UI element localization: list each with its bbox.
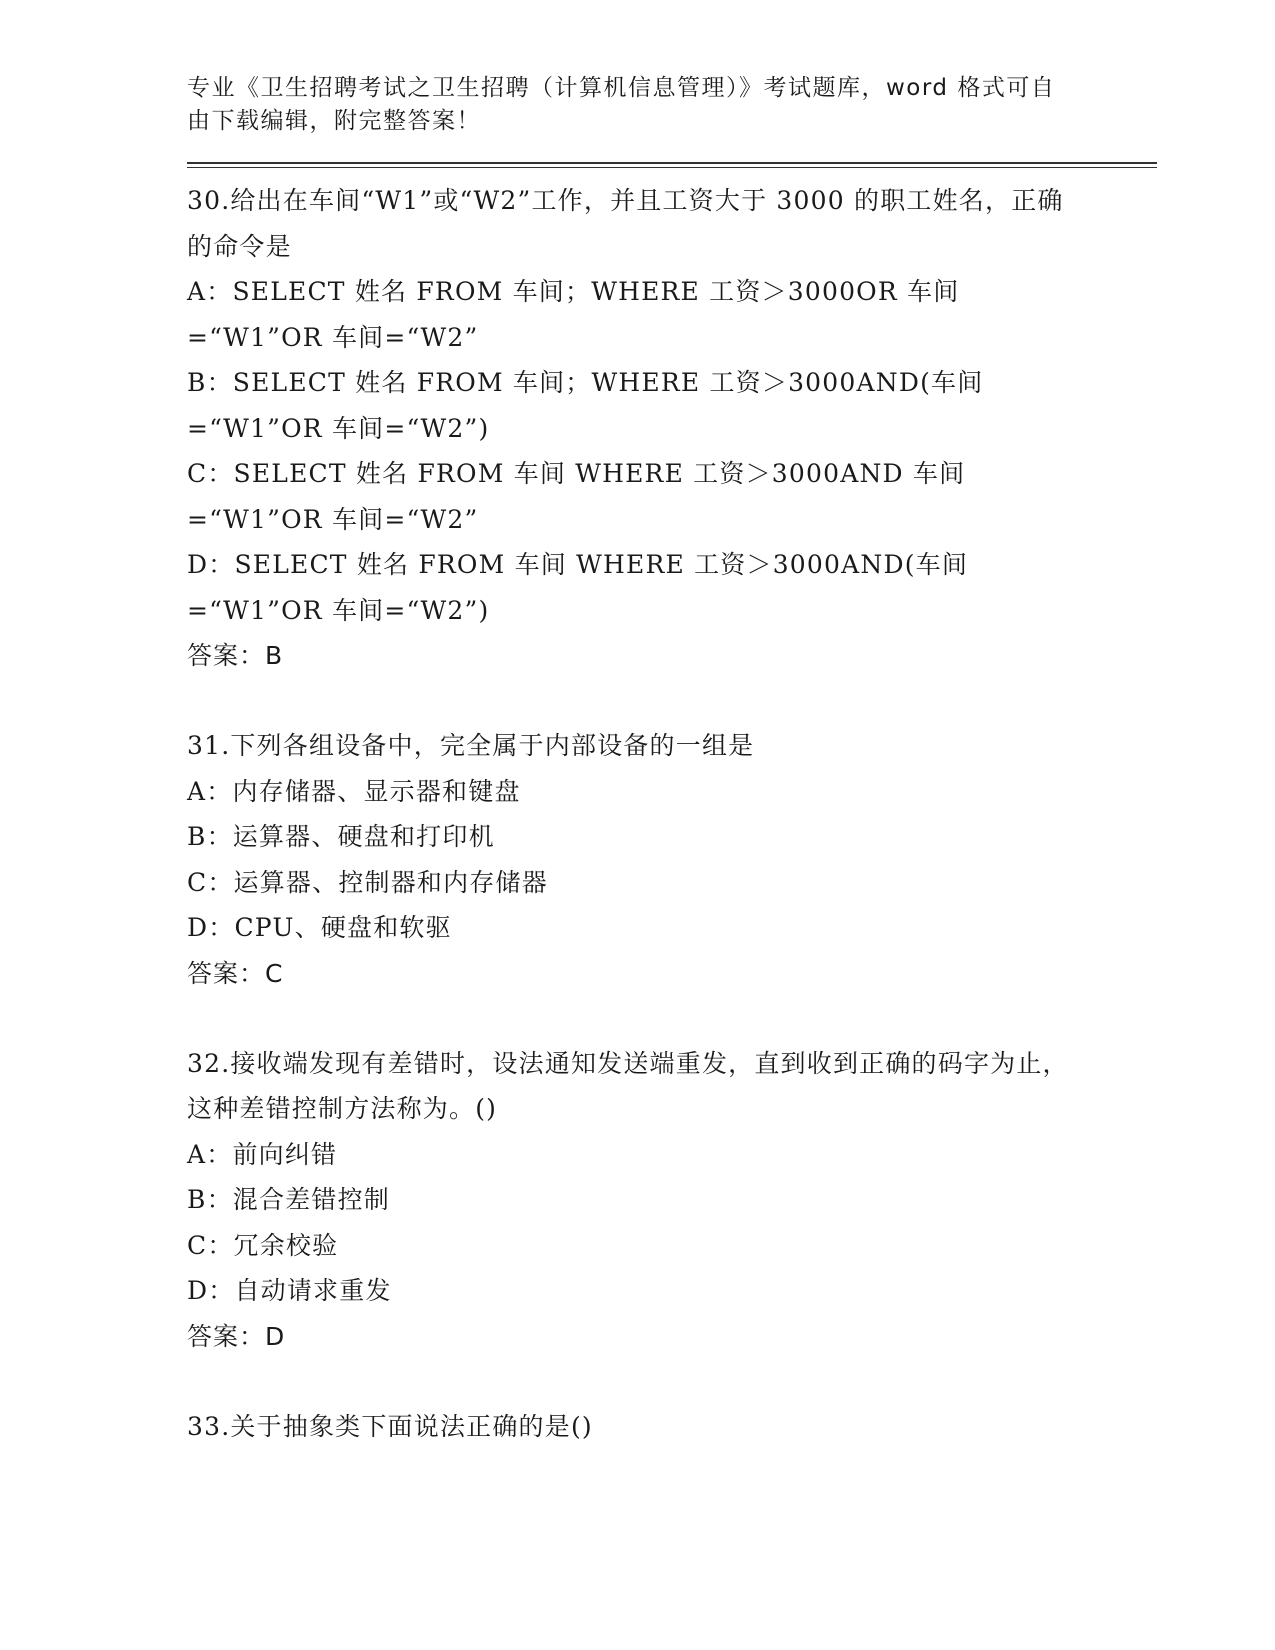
option-c: C：运算器、控制器和内存储器 xyxy=(187,867,548,897)
question-30 xyxy=(187,178,1157,679)
document-page xyxy=(187,72,1157,1493)
option-b: B：运算器、硬盘和打印机 xyxy=(187,822,495,851)
question-text: 31.下列各组设备中，完全属于内部设备的一组是 xyxy=(187,731,755,760)
question-text: 33.关于抽象类下面说法正确的是() xyxy=(187,1411,593,1441)
option-a: A：SELECT 姓名 FROM 车间；WHERE 工资＞3000OR 车间=“W1”OR 车间=“W2” xyxy=(187,277,960,352)
option-a: A：前向纠错 xyxy=(187,1139,338,1169)
header-divider xyxy=(187,162,1157,168)
option-d: D：CPU、硬盘和软驱 xyxy=(187,913,452,942)
option-c: C：冗余校验 xyxy=(187,1230,339,1260)
divider-line-thin xyxy=(187,167,1157,168)
question-31 xyxy=(187,723,1157,997)
answer-label: 答案：C xyxy=(187,958,284,988)
question-33 xyxy=(187,1404,1157,1450)
question-32 xyxy=(187,1041,1157,1360)
answer-label: 答案：B xyxy=(187,641,284,670)
option-d: D：SELECT 姓名 FROM 车间 WHERE 工资＞3000AND(车间=“W1”OR 车间=“W2”) xyxy=(187,550,969,625)
document-header: 专业《卫生招聘考试之卫生招聘（计算机信息管理）》考试题库，word 格式可自由下载编辑，附完整答案！ xyxy=(187,75,1056,134)
answer-label: 答案：D xyxy=(187,1321,286,1351)
option-b: B：SELECT 姓名 FROM 车间；WHERE 工资＞3000AND(车间=“W1”OR 车间=“W2”) xyxy=(187,368,984,443)
question-list xyxy=(187,178,1157,1449)
option-d: D：自动请求重发 xyxy=(187,1276,392,1305)
divider-line-thick xyxy=(187,162,1157,164)
option-b: B：混合差错控制 xyxy=(187,1185,390,1214)
question-text: 30.给出在车间“W1”或“W2”工作，并且工资大于 3000 的职工姓名，正确的命令是 xyxy=(187,186,1064,261)
option-a: A：内存储器、显示器和键盘 xyxy=(187,776,521,806)
question-text: 32.接收端发现有差错时，设法通知发送端重发，直到收到正确的码字为止，这种差错控制方法称为。() xyxy=(187,1048,1069,1123)
option-c: C：SELECT 姓名 FROM 车间 WHERE 工资＞3000AND 车间=“W1”OR 车间=“W2” xyxy=(187,459,966,534)
